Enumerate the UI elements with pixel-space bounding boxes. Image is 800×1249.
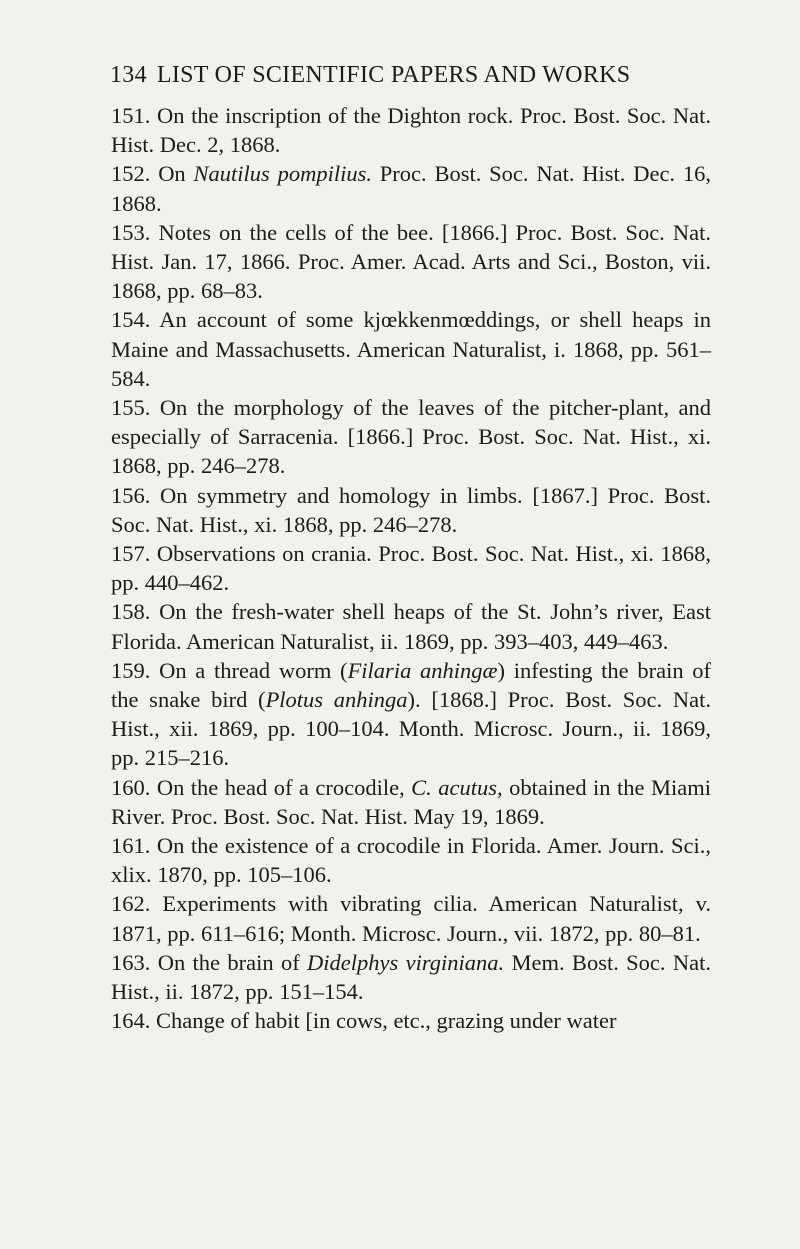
list-item: 159. On a thread worm (Filaria anhingæ) infesting the brain of the snake bird (Plotus anhinga). [1868.] Proc. Bost. Soc. Nat. Hist., xii. 1869, pp. 100–104. Month. Microsc. Journ., ii. 1869, pp. 215–216. <box>111 657 712 771</box>
list-item: 156. On symmetry and homology in limbs. [1867.] Proc. Bost. Soc. Nat. Hist., xi. 1868, pp. 246–278. <box>111 482 711 537</box>
list-item: 164. Change of habit [in cows, etc., grazing under water <box>111 1008 617 1034</box>
list-item: 162. Experiments with vibrating cilia. American Naturalist, v. 1871, pp. 611–616; Month. Microsc. Journ., vii. 1872, pp. 80–81. <box>111 891 711 946</box>
list-item: 152. On Nautilus pompilius. Proc. Bost. Soc. Nat. Hist. Dec. 16, 1868. <box>111 161 711 216</box>
page-number: 134 <box>110 62 147 88</box>
list-item: 151. On the inscription of the Dighton rock. Proc. Bost. Soc. Nat. Hist. Dec. 2, 1868. <box>111 103 712 158</box>
list-item: 158. On the fresh-water shell heaps of the St. John’s river, East Florida. American Naturalist, ii. 1869, pp. 393–403, 449–463. <box>111 599 712 654</box>
list-item: 157. Observations on crania. Proc. Bost. Soc. Nat. Hist., xi. 1868, pp. 440–462. <box>111 541 712 596</box>
list-item: 163. On the brain of Didelphys virginiana. Mem. Bost. Soc. Nat. Hist., ii. 1872, pp. 151–154. <box>111 949 711 1005</box>
list-item: 160. On the head of a crocodile, C. acutus, obtained in the Miami River. Proc. Bost. Soc. Nat. Hist. May 19, 1869. <box>111 774 711 829</box>
list-item: 153. Notes on the cells of the bee. [1866.] Proc. Bost. Soc. Nat. Hist. Jan. 17, 1866. Proc. Amer. Acad. Arts and Sci., Boston, vii. 1868, pp. 68–83. <box>111 219 712 304</box>
running-title: LIST OF SCIENTIFIC PAPERS AND WORKS <box>156 62 631 88</box>
list-item: 155. On the morphology of the leaves of the pitcher-plant, and especially of Sarracenia. [1866.] Proc. Bost. Soc. Nat. Hist., xi. 1868, pp. 246–278. <box>111 395 711 479</box>
running-head <box>110 62 710 89</box>
list-item: 161. On the existence of a crocodile in Florida. Amer. Journ. Sci., xlix. 1870, pp. 105–106. <box>111 833 712 888</box>
paper-list <box>111 101 711 1036</box>
list-item: 154. An account of some kjœkkenmœddings, or shell heaps in Maine and Massachusetts. American Naturalist, i. 1868, pp. 561–584. <box>111 307 711 391</box>
